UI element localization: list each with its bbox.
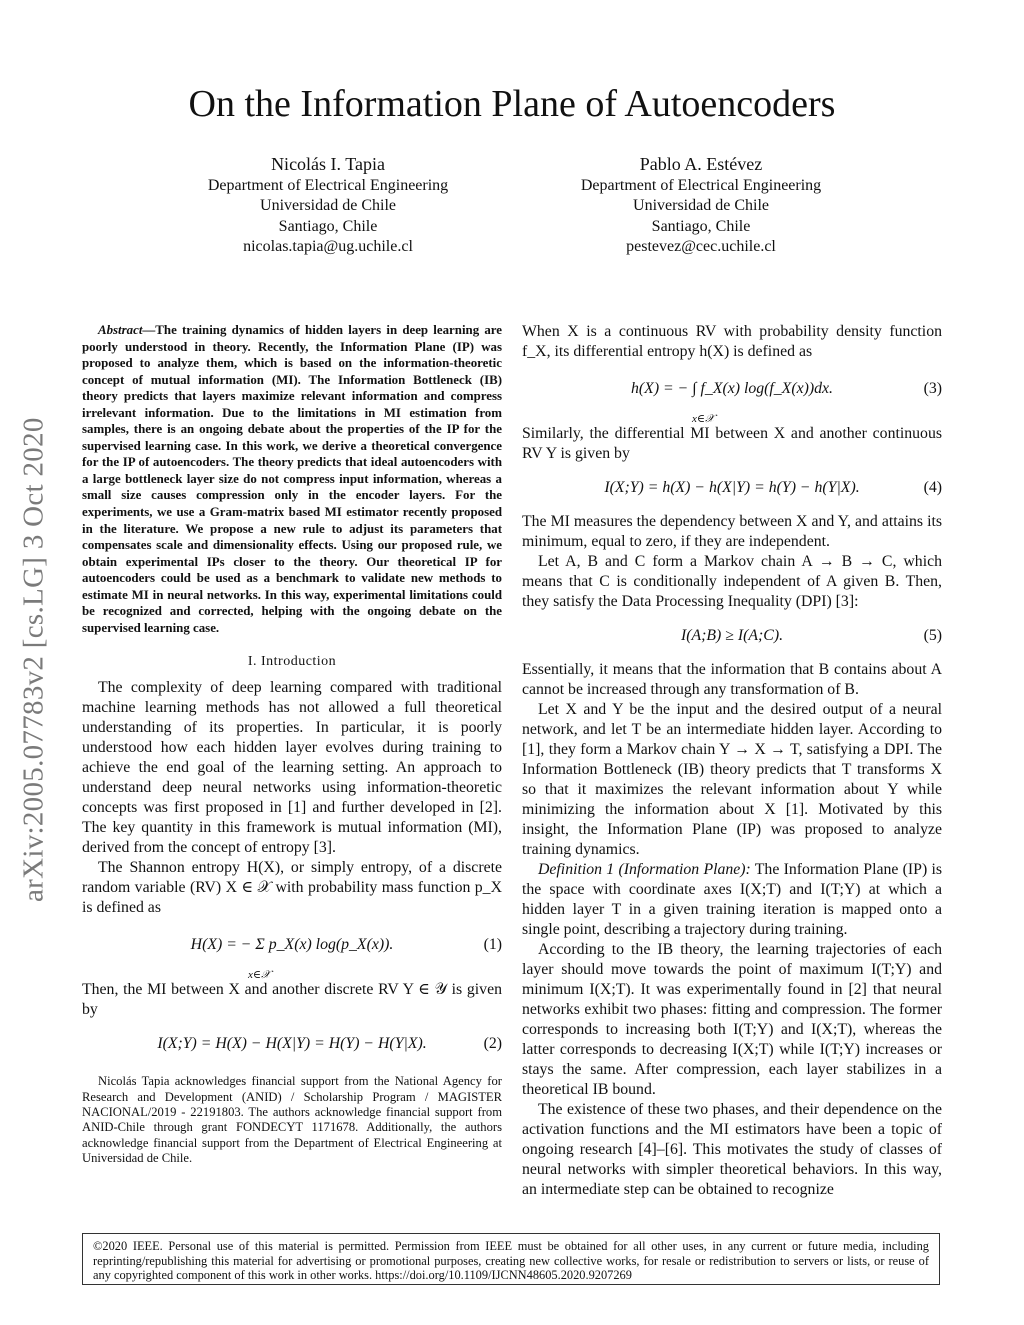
equation-3 xyxy=(522,370,942,425)
author-university: Universidad de Chile xyxy=(633,197,769,214)
equation-1-subscript: x∈𝒳 xyxy=(248,969,271,982)
right-column xyxy=(522,322,942,1200)
arxiv-identifier: arXiv:2005.07783v2 [cs.LG] 3 Oct 2020 xyxy=(17,417,50,903)
equation-4 xyxy=(522,472,942,504)
section-heading-introduction: I. Introduction xyxy=(247,654,337,670)
equation-1-number: (1) xyxy=(483,936,502,954)
equation-4-body: I(X;Y) = h(X) − h(X|Y) = h(Y) − h(Y|X). xyxy=(604,479,860,496)
author-email[interactable]: pestevez@cec.uchile.cl xyxy=(626,238,776,255)
right-paragraph-1: When X is a continuous RV with probability density function f_X, its differential entropy h(X) is defined as xyxy=(522,323,942,360)
copyright-notice: ©2020 IEEE. Personal use of this material is permitted. Permission from IEEE must be obtained for all other uses, in any current or future media, including reprinting/republishing this material for advertising or promotional purposes, creating new collective works, for resale or redistribution to servers or lists, or reuse of any copyrighted component of this work in other works. https://doi.org/10.1109/IJCNN48605.2020.9207269 xyxy=(82,1233,940,1285)
right-paragraph-4: Let A, B and C form a Markov chain A → B → C, which means that C is conditionally independent of A given B. Then, they satisfy the Data Processing Inequality (DPI) [3]: xyxy=(522,553,942,610)
definition-1 xyxy=(522,860,942,940)
funding-footnote: Nicolás Tapia acknowledges financial support from the National Agency for Research and Development (ANID) / Scholarship Program / MAGISTER NACIONAL/2019 - 22191803. The authors acknowledge financial support from ANID-Chile through grant FONDECYT 1171678. Additionally, the authors acknowledge financial support from the Department of Electrical Engineering at Universidad de Chile. xyxy=(82,1074,502,1165)
author-department: Department of Electrical Engineering xyxy=(207,176,449,194)
abstract xyxy=(82,322,502,636)
author-university: Universidad de Chile xyxy=(260,197,396,214)
equation-2 xyxy=(82,1028,502,1060)
author-city: Santiago, Chile xyxy=(651,217,751,235)
definition-label: Definition 1 (Information Plane): xyxy=(538,861,751,878)
equation-4-number: (4) xyxy=(923,479,942,496)
intro-paragraph-1: The complexity of deep learning compared with traditional machine learning methods has not allowed a full theoretical understanding of its properties. In particular, it is poorly understood how each hidden layer evolves during training to achieve the end goal of the learning setting. An approach to understand deep neural networks using information-theoretic concepts was first proposed in [1] and further developed in [2]. The key quantity in this framework is mutual information (MI), derived from the concept of entropy [3]. xyxy=(82,679,502,857)
right-paragraph-7: According to the IB theory, the learning trajectories of each layer should move towards the point of maximum I(T;Y) and minimum I(X;T). It was experimentally found in [2] that neural networks exhibit two phases: fitting and compression. The former corresponds to increasing both I(T;Y) and I(X;T), whereas the latter corresponds to decreasing I(X;T) while I(T;Y) increases or stays the same. After compression, each layer stabilizes in a theoretical IB bound. xyxy=(522,941,942,1098)
equation-3-body: h(X) = − ∫ f_X(x) log(f_X(x))dx. xyxy=(631,380,833,397)
right-paragraph-3: The MI measures the dependency between X and Y, and attains its minimum, equal to zero, if they are independent. xyxy=(522,513,942,550)
intro-paragraph-2: The Shannon entropy H(X), or simply entropy, of a discrete random variable (RV) X ∈ 𝒳 with probability mass function p_X is defined as xyxy=(82,859,502,917)
equation-1-body: H(X) = − Σ p_X(x) log(p_X(x)). xyxy=(190,936,394,954)
author-department: Department of Electrical Engineering xyxy=(580,176,822,194)
author-name: Pablo A. Estévez xyxy=(639,154,763,174)
definition-text: The Information Plane (IP) is the space with coordinate axes I(X;T) and I(T;Y) at which a hidden layer T in a given training iteration is mapped onto a single point, describing a trajectory during training. xyxy=(522,861,942,938)
equation-5 xyxy=(522,620,942,652)
abstract-label: Abstract xyxy=(98,323,143,337)
author-email[interactable]: nicolas.tapia@ug.uchile.cl xyxy=(243,238,413,255)
equation-1 xyxy=(82,926,502,982)
equation-2-number: (2) xyxy=(483,1035,502,1053)
right-paragraph-5: Essentially, it means that the information that B contains about A cannot be increased through any transformation of B. xyxy=(522,661,942,698)
paper-title: On the Information Plane of Autoencoders xyxy=(188,83,836,125)
equation-2-body: I(X;Y) = H(X) − H(X|Y) = H(Y) − H(Y|X). xyxy=(157,1035,427,1053)
author-city: Santiago, Chile xyxy=(278,217,378,235)
author-block-1 xyxy=(178,154,478,258)
author-block-2 xyxy=(551,154,851,258)
equation-3-number: (3) xyxy=(923,380,942,397)
right-paragraph-2: Similarly, the differential MI between X and another continuous RV Y is given by xyxy=(522,425,942,462)
abstract-text: —The training dynamics of hidden layers in deep learning are poorly understood in theory. Recently, the Information Plane (IP) was proposed to analyze them, which is based on the information-theoretic concept of mutual information (MI). The Information Bottleneck (IB) theory predicts that layers maximize relevant information and compress irrelevant information. Due to the limitations in MI estimation from samples, there is an ongoing debate about the properties of the IP for the supervised learning case. In this work, we derive a theoretical convergence for the IP of autoencoders. The theory predicts that ideal autoencoders with a large bottleneck layer size do not compress input information, whereas a small size causes compression only in the encoder layers. For the experiments, we use a Gram-matrix based MI estimator recently proposed in the literature. We propose a new rule to adjust its parameters that compensates scale and dimensionality effects. Using our proposed rule, we obtain experimental IPs closer to the theory. Our theoretical IP for autoencoders could be used as a benchmark to validate new methods to estimate MI in neural networks. In this way, experimental limitations could be recognized and corrected, helping with the ongoing debate on the supervised learning case. xyxy=(82,323,502,635)
author-name: Nicolás I. Tapia xyxy=(271,154,385,174)
equation-3-subscript: x∈𝒳 xyxy=(692,413,715,425)
left-column xyxy=(82,322,502,1166)
right-paragraph-6: Let X and Y be the input and the desired output of a neural network, and let T be an intermediate hidden layer. According to [1], they form a Markov chain Y → X → T, satisfying a DPI. The Information Bottleneck (IB) theory predicts that T transforms X so that it maximizes the relevant information about Y while minimizing the information about X [1]. Motivated by this insight, the Information Plane (IP) was proposed to analyze training dynamics. xyxy=(522,701,942,858)
intro-paragraph-3: Then, the MI between X and another discrete RV Y ∈ 𝒴 is given by xyxy=(82,981,502,1019)
right-paragraph-8: The existence of these two phases, and their dependence on the activation functions and the MI estimators have been a topic of ongoing research [4]–[6]. This motivates the study of classes of neural networks with simpler theoretical behaviors. In this way, an intermediate step can be obtained to recognize xyxy=(522,1101,942,1198)
equation-5-body: I(A;B) ≥ I(A;C). xyxy=(680,627,784,644)
equation-5-number: (5) xyxy=(923,627,942,644)
